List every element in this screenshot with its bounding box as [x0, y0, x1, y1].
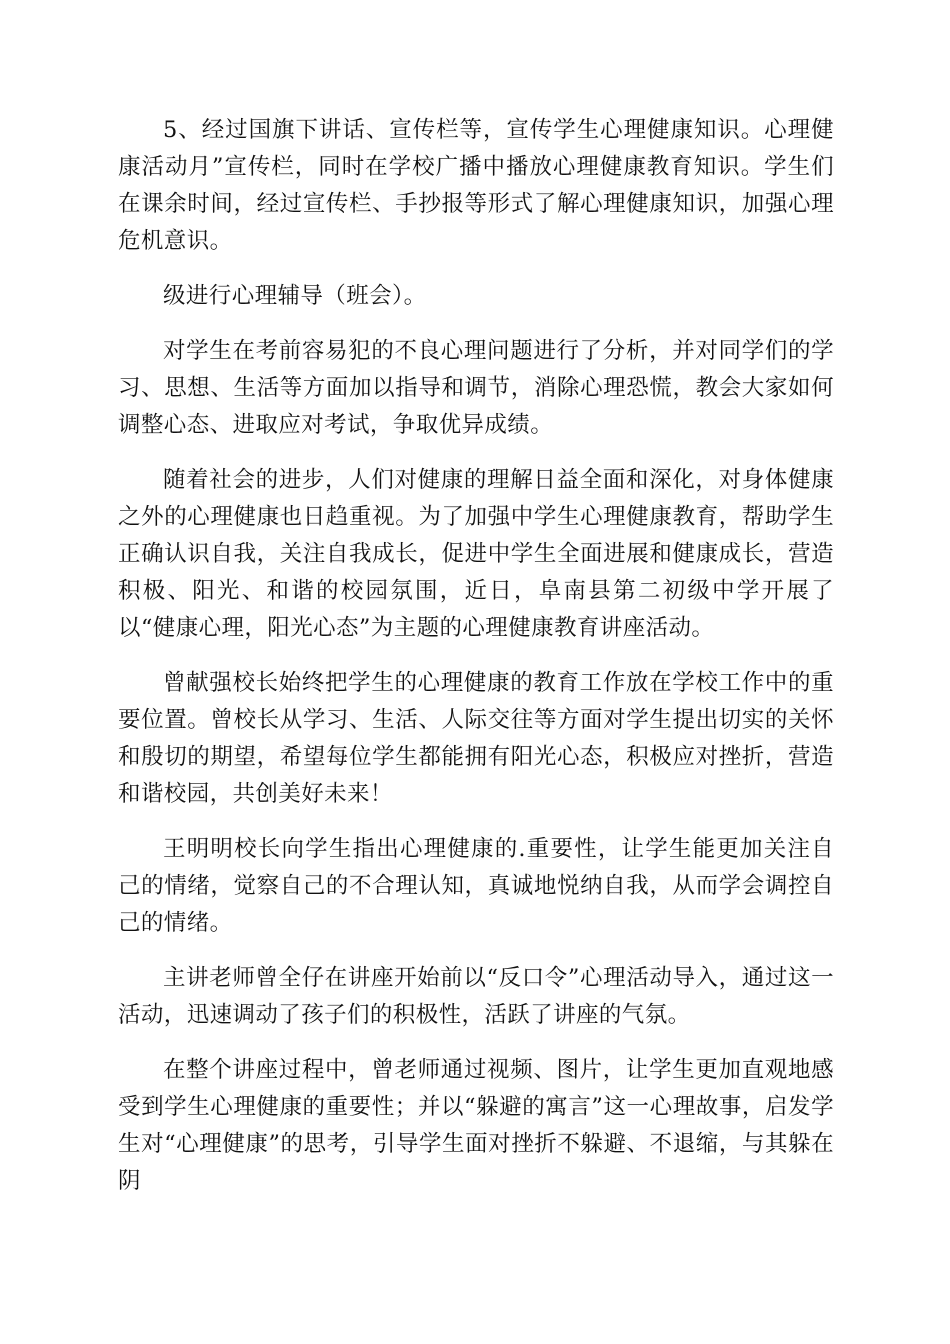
paragraph-6: 王明明校长向学生指出心理健康的.重要性，让学生能更加关注自己的情绪，觉察自己的不合理认知，真诚地悦纳自我，从而学会调控自己的情绪。: [118, 836, 834, 936]
paragraph-7: 主讲老师曾全仔在讲座开始前以“反口令”心理活动导入，通过这一活动，迅速调动了孩子们的积极性，活跃了讲座的气氛。: [118, 965, 834, 1028]
paragraph-8: 在整个讲座过程中，曾老师通过视频、图片，让学生更加直观地感受到学生心理健康的重要性；并以“躲避的寓言”这一心理故事，启发学生对“心理健康”的思考，引导学生面对挫折不躲避、不退缩，与其躲在阴: [118, 1057, 834, 1194]
paragraph-3: 对学生在考前容易犯的不良心理问题进行了分析，并对同学们的学习、思想、生活等方面加以指导和调节，消除心理恐慌，教会大家如何调整心态、进取应对考试，争取优异成绩。: [118, 338, 834, 438]
document-body: [118, 112, 834, 1218]
paragraph-1: 5、经过国旗下讲话、宣传栏等，宣传学生心理健康知识。心理健康活动月”宣传栏，同时在学校广播中播放心理健康教育知识。学生们在课余时间，经过宣传栏、手抄报等形式了解心理健康知识，加强心理危机意识。: [118, 117, 834, 254]
paragraph-2: 级进行心理辅导（班会）。: [163, 283, 427, 309]
paragraph-4: 随着社会的进步，人们对健康的理解日益全面和深化，对身体健康之外的心理健康也日趋重视。为了加强中学生心理健康教育，帮助学生正确认识自我，关注自我成长，促进中学生全面进展和健康成长，营造积极、阳光、和谐的校园氛围，近日，阜南县第二初级中学开展了以“健康心理，阳光心态”为主题的心理健康教育讲座活动。: [118, 467, 834, 641]
paragraph-5: 曾献强校长始终把学生的心理健康的教育工作放在学校工作中的重要位置。曾校长从学习、生活、人际交往等方面对学生提出切实的关怀和殷切的期望，希望每位学生都能拥有阳光心态，积极应对挫折，营造和谐校园，共创美好未来！: [118, 670, 834, 807]
